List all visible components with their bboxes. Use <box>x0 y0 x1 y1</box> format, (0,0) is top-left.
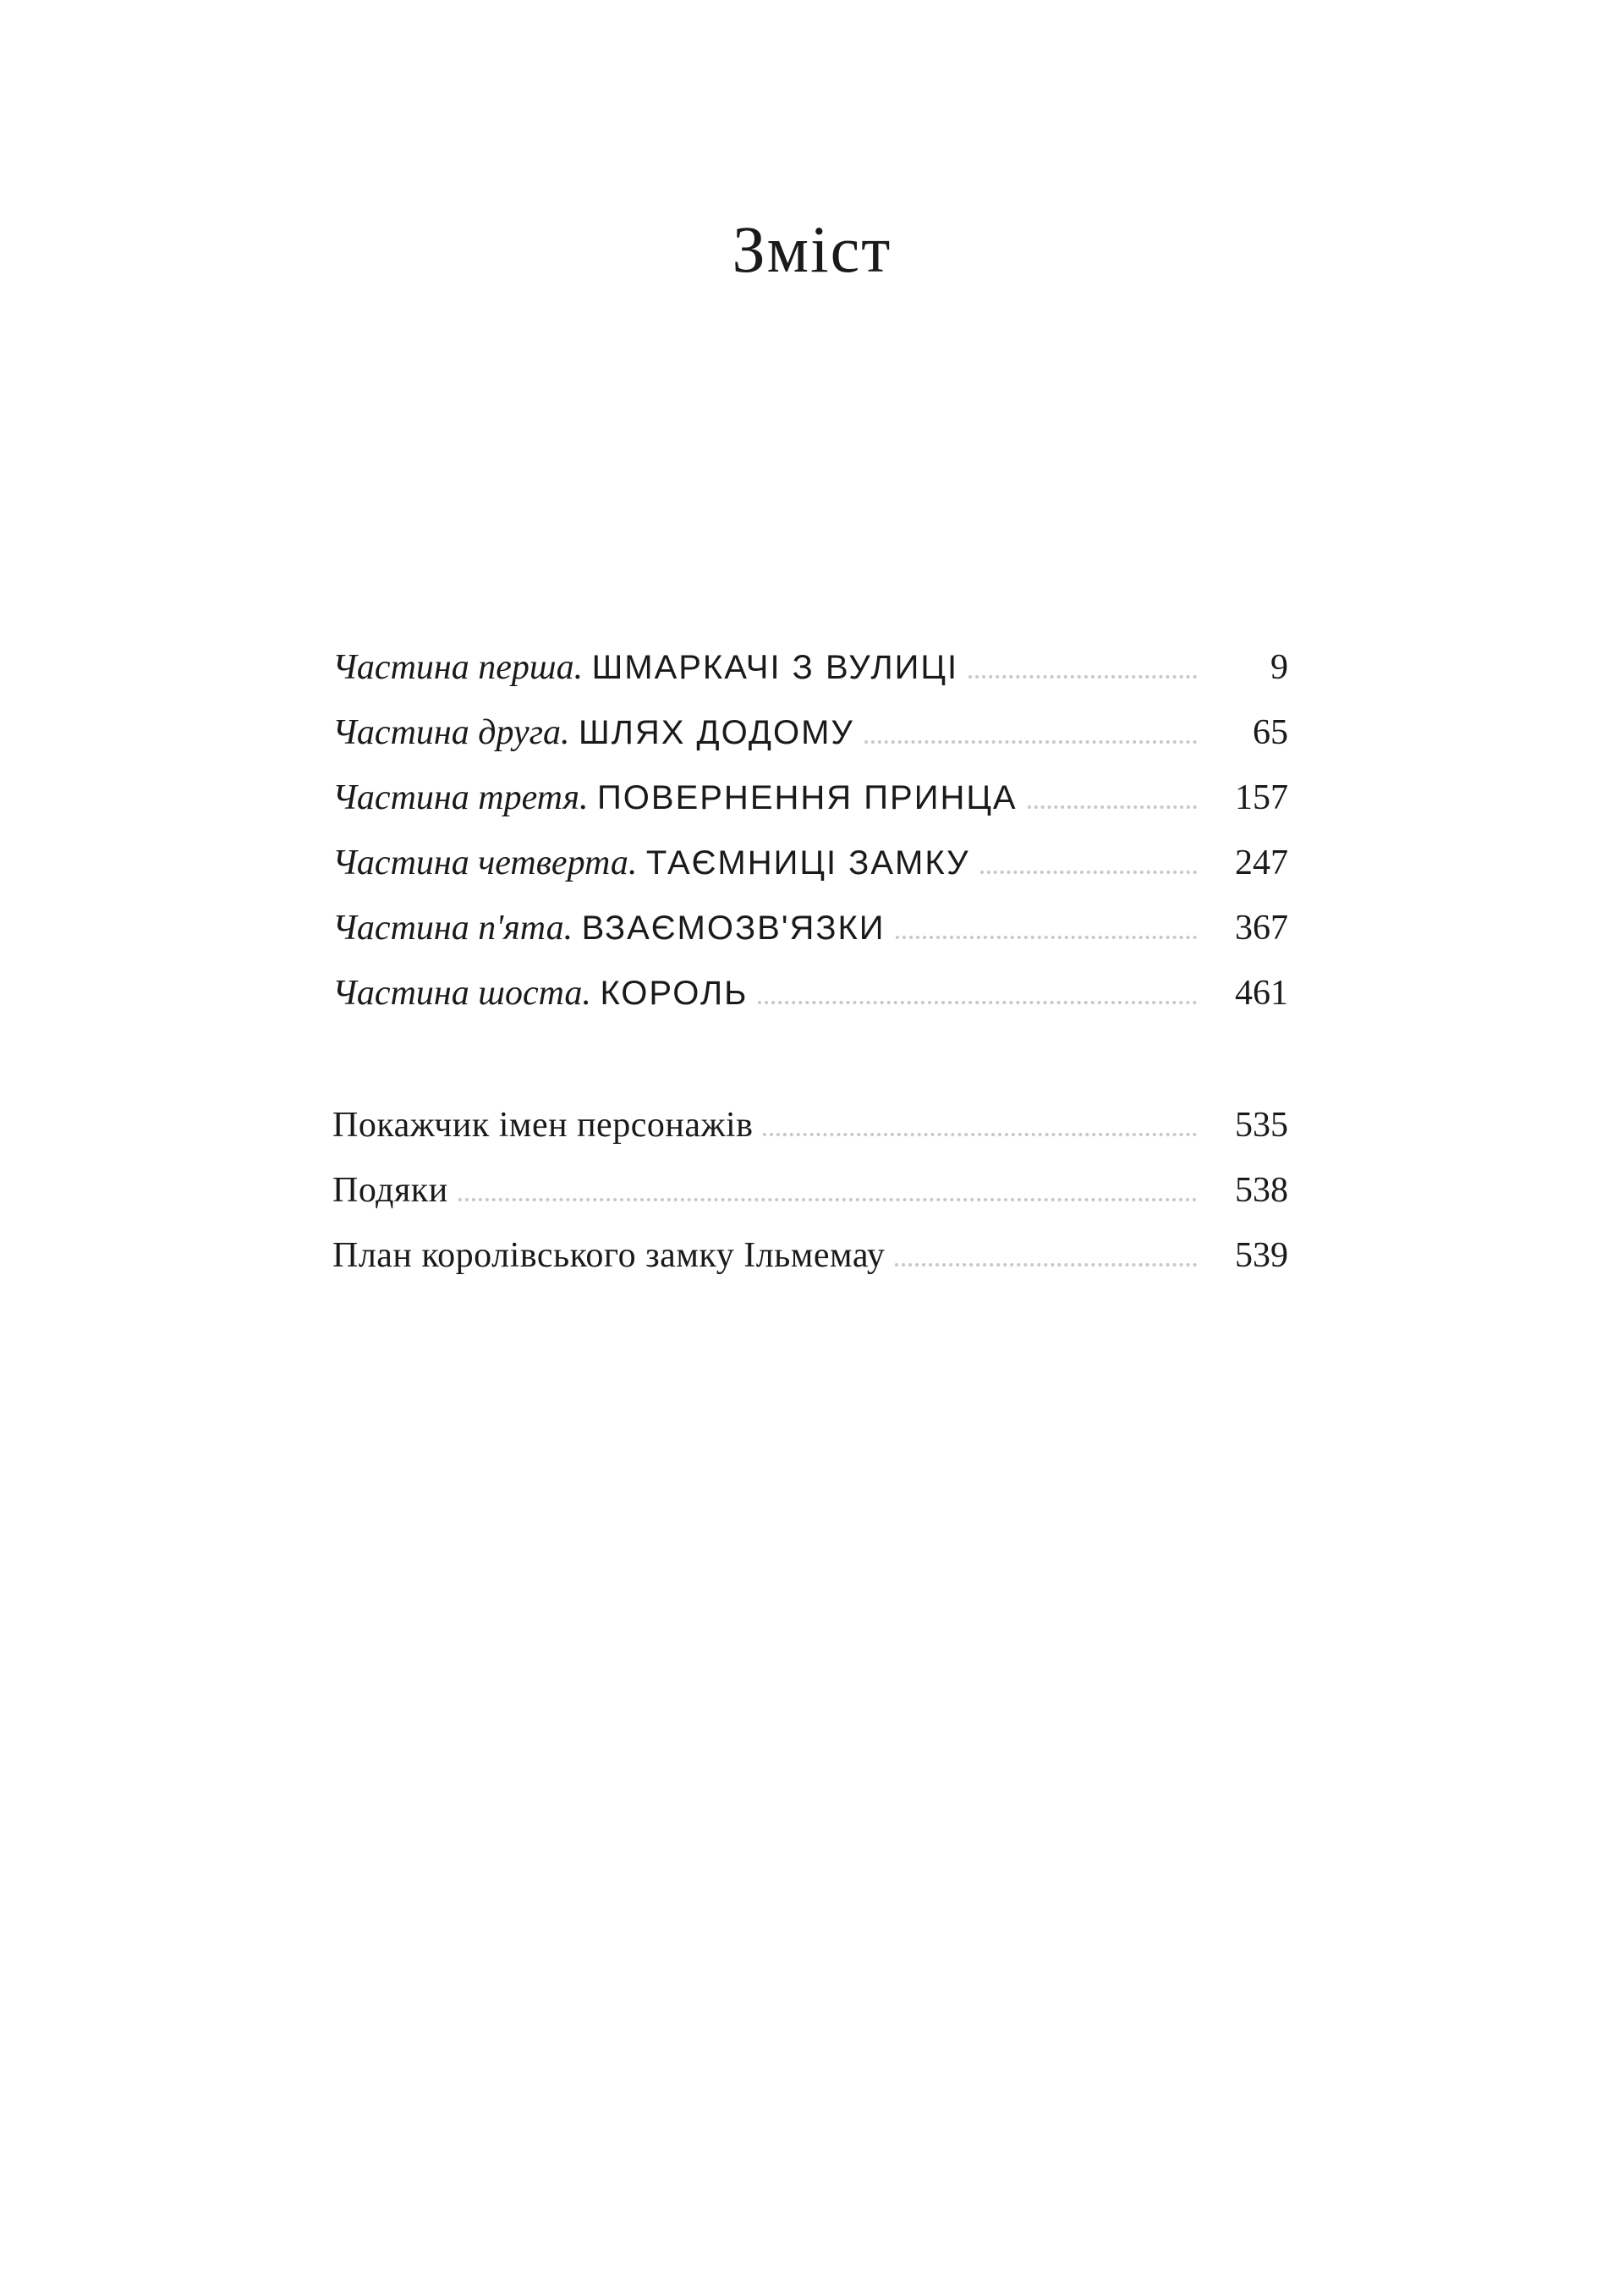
page-number: 535 <box>1235 1106 1288 1145</box>
toc-entry <box>332 1170 1288 1235</box>
page-number: 157 <box>1235 778 1288 817</box>
entry-name: Подяки <box>332 1171 448 1210</box>
toc-entry <box>332 1105 1288 1170</box>
part-name: ПОВЕРНЕННЯ ПРИНЦА <box>597 779 1018 816</box>
entry-name: План королівського замку Ільмемау <box>332 1236 886 1275</box>
dot-leader <box>968 675 1197 679</box>
page-number: 461 <box>1235 974 1288 1013</box>
page-number: 539 <box>1235 1236 1288 1275</box>
toc-parts <box>332 647 1288 1038</box>
dot-leader <box>864 740 1197 744</box>
part-name: ВЗАЄМОЗВ'ЯЗКИ <box>581 909 886 947</box>
part-name: ШЛЯХ ДОДОМУ <box>578 714 854 751</box>
toc-entry <box>332 843 1288 908</box>
page-number: 9 <box>1270 648 1288 687</box>
entry-name: Покажчик імен персонажів <box>332 1106 754 1145</box>
dot-leader <box>896 936 1197 939</box>
part-name: ТАЄМНИЦІ ЗАМКУ <box>645 844 970 882</box>
page-title: Зміст <box>732 212 892 286</box>
toc-entry <box>332 647 1288 712</box>
page-number: 538 <box>1235 1171 1288 1210</box>
part-label: Частина друга. <box>332 713 579 752</box>
part-label: Частина п'ята. <box>332 909 582 948</box>
toc-entry <box>332 712 1288 778</box>
page-number: 65 <box>1253 713 1288 752</box>
toc-entry <box>332 908 1288 973</box>
part-label: Частина четверта. <box>332 844 646 882</box>
toc-entry <box>332 778 1288 843</box>
toc-extras <box>332 1105 1288 1300</box>
toc-entry <box>332 1235 1288 1300</box>
part-name: ШМАРКАЧІ З ВУЛИЦІ <box>591 649 959 686</box>
dot-leader <box>458 1198 1197 1201</box>
part-label: Частина перша. <box>332 648 592 687</box>
dot-leader <box>895 1263 1197 1267</box>
page-number: 367 <box>1235 909 1288 948</box>
part-label: Частина шоста. <box>332 974 601 1013</box>
dot-leader <box>758 1001 1197 1004</box>
dot-leader <box>763 1133 1197 1136</box>
dot-leader <box>1028 805 1197 809</box>
part-name: КОРОЛЬ <box>600 975 749 1012</box>
page-number: 247 <box>1235 844 1288 882</box>
part-label: Частина третя. <box>332 778 598 817</box>
dot-leader <box>980 871 1197 874</box>
toc-entry <box>332 973 1288 1038</box>
